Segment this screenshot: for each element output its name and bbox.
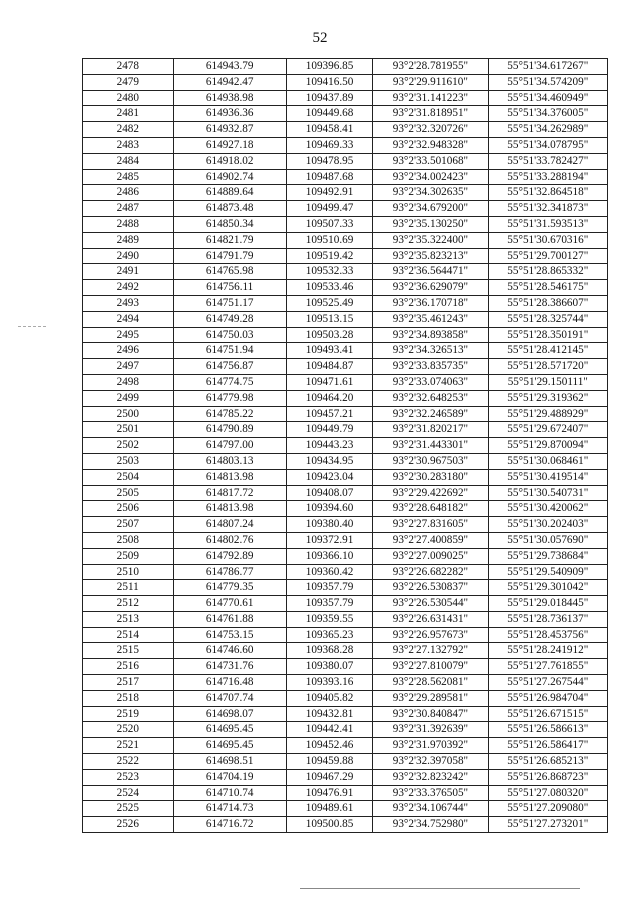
point-number-cell: 2512 [83,596,174,612]
coordinates-table [82,58,608,833]
x-coordinate-cell: 614707.74 [173,690,286,706]
table-row [83,580,608,596]
table-row [83,59,608,75]
page-number: 52 [312,30,328,46]
latitude-cell: 55°51'30.057690" [488,532,607,548]
latitude-cell: 55°51'28.865332" [488,264,607,280]
table-row [83,817,608,833]
table-row [83,738,608,754]
x-coordinate-cell: 614716.48 [173,675,286,691]
table-row [83,153,608,169]
table-row [83,137,608,153]
latitude-cell: 55°51'28.736137" [488,611,607,627]
y-coordinate-cell: 109357.79 [286,580,372,596]
point-number-cell: 2494 [83,311,174,327]
y-coordinate-cell: 109476.91 [286,785,372,801]
y-coordinate-cell: 109380.40 [286,517,372,533]
x-coordinate-cell: 614714.73 [173,801,286,817]
point-number-cell: 2515 [83,643,174,659]
longitude-cell: 93°2'31.970392" [373,738,488,754]
point-number-cell: 2497 [83,359,174,375]
latitude-cell: 55°51'29.700127" [488,248,607,264]
table-row [83,169,608,185]
latitude-cell: 55°51'27.209080" [488,801,607,817]
table-row [83,627,608,643]
latitude-cell: 55°51'29.738684" [488,548,607,564]
point-number-cell: 2491 [83,264,174,280]
longitude-cell: 93°2'36.564471" [373,264,488,280]
y-coordinate-cell: 109437.89 [286,90,372,106]
longitude-cell: 93°2'27.831605" [373,517,488,533]
longitude-cell: 93°2'32.648253" [373,390,488,406]
point-number-cell: 2524 [83,785,174,801]
y-coordinate-cell: 109408.07 [286,485,372,501]
y-coordinate-cell: 109513.15 [286,311,372,327]
longitude-cell: 93°2'34.679200" [373,201,488,217]
latitude-cell: 55°51'28.241912" [488,643,607,659]
longitude-cell: 93°2'35.130250" [373,216,488,232]
table-row [83,327,608,343]
y-coordinate-cell: 109493.41 [286,343,372,359]
table-row [83,722,608,738]
latitude-cell: 55°51'29.870094" [488,438,607,454]
x-coordinate-cell: 614791.79 [173,248,286,264]
longitude-cell: 93°2'27.400859" [373,532,488,548]
table-row [83,564,608,580]
longitude-cell: 93°2'26.957673" [373,627,488,643]
table-row [83,216,608,232]
x-coordinate-cell: 614761.88 [173,611,286,627]
x-coordinate-cell: 614797.00 [173,438,286,454]
latitude-cell: 55°51'32.341873" [488,201,607,217]
point-number-cell: 2487 [83,201,174,217]
latitude-cell: 55°51'26.586613" [488,722,607,738]
table-row [83,485,608,501]
longitude-cell: 93°2'33.835735" [373,359,488,375]
y-coordinate-cell: 109478.95 [286,153,372,169]
x-coordinate-cell: 614902.74 [173,169,286,185]
latitude-cell: 55°51'27.761855" [488,659,607,675]
x-coordinate-cell: 614873.48 [173,201,286,217]
table-row [83,295,608,311]
x-coordinate-cell: 614786.77 [173,564,286,580]
latitude-cell: 55°51'33.288194" [488,169,607,185]
point-number-cell: 2526 [83,817,174,833]
point-number-cell: 2481 [83,106,174,122]
y-coordinate-cell: 109380.07 [286,659,372,675]
y-coordinate-cell: 109500.85 [286,817,372,833]
longitude-cell: 93°2'31.141223" [373,90,488,106]
table-row [83,311,608,327]
point-number-cell: 2501 [83,422,174,438]
latitude-cell: 55°51'30.068461" [488,453,607,469]
table-row [83,453,608,469]
y-coordinate-cell: 109510.69 [286,232,372,248]
latitude-cell: 55°51'34.574209" [488,74,607,90]
table-row [83,90,608,106]
table-row [83,659,608,675]
latitude-cell: 55°51'26.868723" [488,769,607,785]
longitude-cell: 93°2'33.074063" [373,374,488,390]
x-coordinate-cell: 614813.98 [173,501,286,517]
point-number-cell: 2483 [83,137,174,153]
latitude-cell: 55°51'29.301042" [488,580,607,596]
longitude-cell: 93°2'34.752980" [373,817,488,833]
x-coordinate-cell: 614698.07 [173,706,286,722]
longitude-cell: 93°2'28.648182" [373,501,488,517]
x-coordinate-cell: 614765.98 [173,264,286,280]
y-coordinate-cell: 109394.60 [286,501,372,517]
y-coordinate-cell: 109464.20 [286,390,372,406]
longitude-cell: 93°2'32.397058" [373,754,488,770]
table-row [83,596,608,612]
latitude-cell: 55°51'26.586417" [488,738,607,754]
point-number-cell: 2511 [83,580,174,596]
table-row [83,675,608,691]
latitude-cell: 55°51'26.671515" [488,706,607,722]
latitude-cell: 55°51'34.262989" [488,122,607,138]
x-coordinate-cell: 614704.19 [173,769,286,785]
y-coordinate-cell: 109365.23 [286,627,372,643]
y-coordinate-cell: 109489.61 [286,801,372,817]
table-row [83,264,608,280]
table-row [83,406,608,422]
latitude-cell: 55°51'27.080320" [488,785,607,801]
longitude-cell: 93°2'34.002423" [373,169,488,185]
table-row [83,438,608,454]
point-number-cell: 2503 [83,453,174,469]
table-row [83,280,608,296]
point-number-cell: 2509 [83,548,174,564]
y-coordinate-cell: 109443.23 [286,438,372,454]
latitude-cell: 55°51'33.782427" [488,153,607,169]
y-coordinate-cell: 109449.79 [286,422,372,438]
scan-artifact-mark [18,326,46,328]
longitude-cell: 93°2'31.818951" [373,106,488,122]
longitude-cell: 93°2'30.840847" [373,706,488,722]
x-coordinate-cell: 614779.98 [173,390,286,406]
longitude-cell: 93°2'32.246589" [373,406,488,422]
x-coordinate-cell: 614850.34 [173,216,286,232]
longitude-cell: 93°2'27.132792" [373,643,488,659]
table-row [83,359,608,375]
point-number-cell: 2517 [83,675,174,691]
table-row [83,785,608,801]
latitude-cell: 55°51'29.540909" [488,564,607,580]
latitude-cell: 55°51'29.672407" [488,422,607,438]
x-coordinate-cell: 614790.89 [173,422,286,438]
y-coordinate-cell: 109471.61 [286,374,372,390]
latitude-cell: 55°51'31.593513" [488,216,607,232]
point-number-cell: 2480 [83,90,174,106]
x-coordinate-cell: 614695.45 [173,722,286,738]
table-row [83,390,608,406]
point-number-cell: 2499 [83,390,174,406]
x-coordinate-cell: 614817.72 [173,485,286,501]
point-number-cell: 2525 [83,801,174,817]
latitude-cell: 55°51'28.350191" [488,327,607,343]
longitude-cell: 93°2'35.823213" [373,248,488,264]
table-row [83,690,608,706]
y-coordinate-cell: 109372.91 [286,532,372,548]
longitude-cell: 93°2'31.443301" [373,438,488,454]
x-coordinate-cell: 614807.24 [173,517,286,533]
x-coordinate-cell: 614698.51 [173,754,286,770]
point-number-cell: 2484 [83,153,174,169]
x-coordinate-cell: 614918.02 [173,153,286,169]
longitude-cell: 93°2'36.629079" [373,280,488,296]
point-number-cell: 2513 [83,611,174,627]
point-number-cell: 2521 [83,738,174,754]
latitude-cell: 55°51'29.150111" [488,374,607,390]
longitude-cell: 93°2'28.562081" [373,675,488,691]
point-number-cell: 2485 [83,169,174,185]
point-number-cell: 2502 [83,438,174,454]
y-coordinate-cell: 109416.50 [286,74,372,90]
coordinates-table-body [83,59,608,833]
x-coordinate-cell: 614774.75 [173,374,286,390]
point-number-cell: 2498 [83,374,174,390]
x-coordinate-cell: 614813.98 [173,469,286,485]
latitude-cell: 55°51'30.419514" [488,469,607,485]
x-coordinate-cell: 614746.60 [173,643,286,659]
longitude-cell: 93°2'30.967503" [373,453,488,469]
x-coordinate-cell: 614779.35 [173,580,286,596]
x-coordinate-cell: 614756.87 [173,359,286,375]
y-coordinate-cell: 109487.68 [286,169,372,185]
y-coordinate-cell: 109405.82 [286,690,372,706]
point-number-cell: 2505 [83,485,174,501]
bottom-rule [300,888,580,889]
longitude-cell: 93°2'36.170718" [373,295,488,311]
x-coordinate-cell: 614716.72 [173,817,286,833]
x-coordinate-cell: 614943.79 [173,59,286,75]
table-row [83,611,608,627]
latitude-cell: 55°51'28.571720" [488,359,607,375]
y-coordinate-cell: 109368.28 [286,643,372,659]
longitude-cell: 93°2'26.631431" [373,611,488,627]
y-coordinate-cell: 109442.41 [286,722,372,738]
table-row [83,422,608,438]
latitude-cell: 55°51'28.325744" [488,311,607,327]
point-number-cell: 2506 [83,501,174,517]
table-row [83,374,608,390]
y-coordinate-cell: 109432.81 [286,706,372,722]
x-coordinate-cell: 614803.13 [173,453,286,469]
longitude-cell: 93°2'32.320726" [373,122,488,138]
latitude-cell: 55°51'30.202403" [488,517,607,533]
longitude-cell: 93°2'26.682282" [373,564,488,580]
table-row [83,643,608,659]
table-row [83,201,608,217]
point-number-cell: 2522 [83,754,174,770]
y-coordinate-cell: 109507.33 [286,216,372,232]
longitude-cell: 93°2'34.302635" [373,185,488,201]
point-number-cell: 2516 [83,659,174,675]
longitude-cell: 93°2'31.392639" [373,722,488,738]
point-number-cell: 2519 [83,706,174,722]
x-coordinate-cell: 614751.94 [173,343,286,359]
latitude-cell: 55°51'30.540731" [488,485,607,501]
point-number-cell: 2523 [83,769,174,785]
table-row [83,517,608,533]
longitude-cell: 93°2'33.501068" [373,153,488,169]
latitude-cell: 55°51'34.617267" [488,59,607,75]
point-number-cell: 2478 [83,59,174,75]
y-coordinate-cell: 109366.10 [286,548,372,564]
point-number-cell: 2490 [83,248,174,264]
longitude-cell: 93°2'35.322400" [373,232,488,248]
y-coordinate-cell: 109457.21 [286,406,372,422]
table-row [83,185,608,201]
longitude-cell: 93°2'32.948328" [373,137,488,153]
y-coordinate-cell: 109452.46 [286,738,372,754]
latitude-cell: 55°51'34.460949" [488,90,607,106]
latitude-cell: 55°51'26.984704" [488,690,607,706]
x-coordinate-cell: 614751.17 [173,295,286,311]
y-coordinate-cell: 109360.42 [286,564,372,580]
table-row [83,106,608,122]
latitude-cell: 55°51'28.412145" [488,343,607,359]
table-row [83,232,608,248]
point-number-cell: 2518 [83,690,174,706]
longitude-cell: 93°2'31.820217" [373,422,488,438]
longitude-cell: 93°2'32.823242" [373,769,488,785]
table-row [83,548,608,564]
y-coordinate-cell: 109359.55 [286,611,372,627]
latitude-cell: 55°51'27.267544" [488,675,607,691]
point-number-cell: 2486 [83,185,174,201]
table-row [83,532,608,548]
x-coordinate-cell: 614753.15 [173,627,286,643]
longitude-cell: 93°2'27.009025" [373,548,488,564]
latitude-cell: 55°51'29.488929" [488,406,607,422]
y-coordinate-cell: 109357.79 [286,596,372,612]
x-coordinate-cell: 614792.89 [173,548,286,564]
longitude-cell: 93°2'26.530544" [373,596,488,612]
y-coordinate-cell: 109532.33 [286,264,372,280]
x-coordinate-cell: 614750.03 [173,327,286,343]
latitude-cell: 55°51'28.546175" [488,280,607,296]
longitude-cell: 93°2'26.530837" [373,580,488,596]
x-coordinate-cell: 614932.87 [173,122,286,138]
y-coordinate-cell: 109449.68 [286,106,372,122]
table-row [83,343,608,359]
point-number-cell: 2489 [83,232,174,248]
y-coordinate-cell: 109519.42 [286,248,372,264]
longitude-cell: 93°2'34.893858" [373,327,488,343]
longitude-cell: 93°2'34.326513" [373,343,488,359]
longitude-cell: 93°2'30.283180" [373,469,488,485]
longitude-cell: 93°2'29.422692" [373,485,488,501]
y-coordinate-cell: 109499.47 [286,201,372,217]
longitude-cell: 93°2'29.911610" [373,74,488,90]
point-number-cell: 2500 [83,406,174,422]
longitude-cell: 93°2'28.781955" [373,59,488,75]
point-number-cell: 2495 [83,327,174,343]
x-coordinate-cell: 614942.47 [173,74,286,90]
point-number-cell: 2479 [83,74,174,90]
table-row [83,706,608,722]
x-coordinate-cell: 614731.76 [173,659,286,675]
longitude-cell: 93°2'29.289581" [373,690,488,706]
x-coordinate-cell: 614927.18 [173,137,286,153]
latitude-cell: 55°51'28.386607" [488,295,607,311]
point-number-cell: 2488 [83,216,174,232]
x-coordinate-cell: 614770.61 [173,596,286,612]
y-coordinate-cell: 109469.33 [286,137,372,153]
table-row [83,122,608,138]
x-coordinate-cell: 614710.74 [173,785,286,801]
x-coordinate-cell: 614821.79 [173,232,286,248]
point-number-cell: 2514 [83,627,174,643]
latitude-cell: 55°51'34.078795" [488,137,607,153]
latitude-cell: 55°51'30.420062" [488,501,607,517]
x-coordinate-cell: 614756.11 [173,280,286,296]
y-coordinate-cell: 109484.87 [286,359,372,375]
point-number-cell: 2510 [83,564,174,580]
x-coordinate-cell: 614695.45 [173,738,286,754]
y-coordinate-cell: 109434.95 [286,453,372,469]
latitude-cell: 55°51'29.319362" [488,390,607,406]
latitude-cell: 55°51'34.376005" [488,106,607,122]
longitude-cell: 93°2'33.376505" [373,785,488,801]
y-coordinate-cell: 109503.28 [286,327,372,343]
latitude-cell: 55°51'28.453756" [488,627,607,643]
longitude-cell: 93°2'34.106744" [373,801,488,817]
y-coordinate-cell: 109423.04 [286,469,372,485]
point-number-cell: 2504 [83,469,174,485]
x-coordinate-cell: 614802.76 [173,532,286,548]
point-number-cell: 2493 [83,295,174,311]
table-row [83,754,608,770]
latitude-cell: 55°51'27.273201" [488,817,607,833]
x-coordinate-cell: 614938.98 [173,90,286,106]
y-coordinate-cell: 109459.88 [286,754,372,770]
latitude-cell: 55°51'30.670316" [488,232,607,248]
x-coordinate-cell: 614785.22 [173,406,286,422]
table-row [83,801,608,817]
point-number-cell: 2492 [83,280,174,296]
table-row [83,769,608,785]
y-coordinate-cell: 109467.29 [286,769,372,785]
latitude-cell: 55°51'29.018445" [488,596,607,612]
y-coordinate-cell: 109396.85 [286,59,372,75]
x-coordinate-cell: 614936.36 [173,106,286,122]
table-row [83,501,608,517]
point-number-cell: 2508 [83,532,174,548]
y-coordinate-cell: 109533.46 [286,280,372,296]
x-coordinate-cell: 614749.28 [173,311,286,327]
point-number-cell: 2507 [83,517,174,533]
longitude-cell: 93°2'35.461243" [373,311,488,327]
point-number-cell: 2520 [83,722,174,738]
table-row [83,74,608,90]
longitude-cell: 93°2'27.810079" [373,659,488,675]
y-coordinate-cell: 109492.91 [286,185,372,201]
latitude-cell: 55°51'26.685213" [488,754,607,770]
x-coordinate-cell: 614889.64 [173,185,286,201]
latitude-cell: 55°51'32.864518" [488,185,607,201]
point-number-cell: 2482 [83,122,174,138]
table-row [83,469,608,485]
y-coordinate-cell: 109525.49 [286,295,372,311]
point-number-cell: 2496 [83,343,174,359]
y-coordinate-cell: 109458.41 [286,122,372,138]
table-row [83,248,608,264]
y-coordinate-cell: 109393.16 [286,675,372,691]
